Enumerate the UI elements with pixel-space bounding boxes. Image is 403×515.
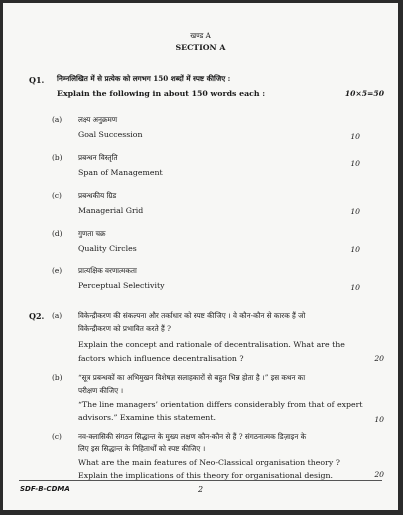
part-label: (a) [52,115,63,124]
part-label: (e) [52,266,63,275]
question-instruction: Explain the following in about 150 words each : [57,89,266,98]
part-label: (d) [52,229,63,238]
part-text-hindi: लिए इस सिद्धान्त के निहितार्थों को स्पष्ट कीजिए । [78,444,206,453]
part-text: Span of Management [78,168,163,177]
section-title-hindi: खण्ड A [190,31,211,40]
part-label: (c) [52,191,62,200]
part-text-hindi: प्रबन्धकीय ग्रिड [78,191,117,200]
part-text: Explain the concept and rationale of decentralisation. What are the [78,340,345,349]
part-label: (c) [52,432,62,441]
part-text-hindi: प्रबन्धन विस्तृति [78,153,118,162]
part-text: Perceptual Selectivity [78,281,165,290]
part-text-hindi: लक्ष्य अनुक्रमण [78,115,118,124]
question-number: Q2. [29,311,45,321]
part-text: What are the main features of Neo-Classical organisation theory ? [78,458,340,467]
part-label: (b) [52,153,63,162]
part-text: factors which influence decentralisation ? [78,354,244,363]
part-text-hindi: नव-क्लासिकी संगठन सिद्धान्त के मुख्य लक्षण कौन-कौन से हैं ? संगठनात्मक डिज़ाइन के [78,432,307,441]
exam-page [3,3,398,510]
part-text-hindi: विकेन्द्रीकरण की संकल्पना और तर्काधार को स्पष्ट कीजिए । वे कौन-कौन से कारक हैं जो [78,311,306,320]
part-text-hindi: परीक्षण कीजिए । [78,386,124,395]
question-marks: 10×5=50 [344,89,384,98]
part-text-hindi: गुणता चक्र [78,229,106,238]
part-marks: 10 [374,415,384,424]
part-marks: 10 [350,245,360,254]
part-text: Explain the implications of this theory for organisational design. [78,471,333,480]
question-number: Q1. [29,75,45,85]
part-marks: 20 [374,354,384,363]
part-text: “The line managers’ orientation differs considerably from that of expert [78,400,363,409]
part-marks: 10 [350,132,360,141]
part-label: (a) [52,311,63,320]
part-text-hindi: प्रात्यक्षिक वरणात्मकता [78,266,137,275]
page-number: 2 [197,485,204,494]
part-text: Quality Circles [78,244,137,253]
part-marks: 10 [350,159,360,168]
part-label: (b) [52,373,63,382]
part-text-hindi: विकेन्द्रीकरण को प्रभावित करते हैं ? [78,324,171,333]
part-text: Goal Succession [78,130,143,139]
part-marks: 10 [350,283,360,292]
footer-rule [19,480,382,481]
part-text-hindi: “सूत्र प्रबन्धकों का अभिमुखन विशेषज्ञ सलाहकारों से बहुत भिन्न होता है ।” इस कथन का [78,373,306,382]
question-instruction-hindi: निम्नलिखित में से प्रत्येक को लगभग 150 शब्दों में स्पष्ट कीजिए : [57,74,231,83]
part-text: Managerial Grid [78,206,144,215]
part-marks: 20 [374,470,384,479]
section-title: SECTION A [175,43,226,52]
part-text: advisors.” Examine this statement. [78,413,216,422]
paper-code: SDF-B-CDMA [20,485,70,493]
part-marks: 10 [350,207,360,216]
